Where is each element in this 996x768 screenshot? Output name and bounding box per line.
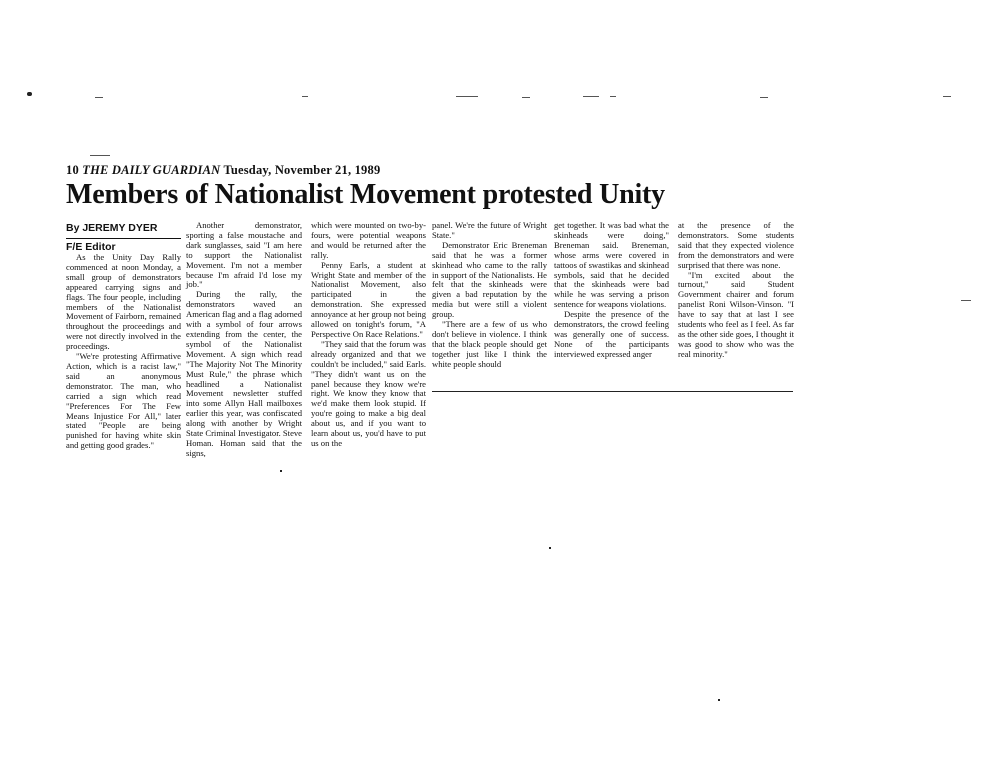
scan-mark <box>943 96 951 97</box>
byline-author: By JEREMY DYER <box>66 222 158 234</box>
article-paragraph: panel. We're the future of Wright State." <box>432 220 547 240</box>
article-column-6 <box>678 221 794 360</box>
article-paragraph: at the presence of the demonstrators. Some students said that they expected violence from the demonstrators and were surprised that there was none. <box>678 220 794 270</box>
article-paragraph: During the rally, the demonstrators waved an American flag and a flag adorned with a symbol of four arrows extending from the center, the symbol of the Nationalist Movement. A sign which read "The Majority Not The Minority Must Rule," the phrase which headlined a Nationalist Movement newsletter stuffed into some Allyn Hall mailboxes earlier this year, was confiscated along with another by Wright State Criminal Investigator. Steve Homan. Homan said that the signs, <box>186 289 302 458</box>
article-paragraph: "We're protesting Affirmative Action, which is a racist law," said an anonymous demonstrator. The man, who carried a sign which read "Preferences For The Few Means Injustice For All," later stated "People are being punished for having white skin and getting good grades." <box>66 351 181 451</box>
byline-rule <box>66 238 181 239</box>
article-paragraph: Penny Earls, a student at Wright State and member of the Nationalist Movement, also participated in the demonstration. She expressed annoyance at her group not being allowed on tonight's forum, "A Perspective On Race Relations." <box>311 259 426 339</box>
article-column-4 <box>432 221 547 370</box>
scan-speck <box>280 470 282 472</box>
scan-mark <box>456 96 478 97</box>
article-column-1 <box>66 253 181 451</box>
article-paragraph: As the Unity Day Rally commenced at noon Monday, a small group of demonstrators appeared carrying signs and flags. The four people, including members of the Nationalist Movement of Fairborn, remained throughout the proceedings and were not directly involved in the proceedings. <box>66 252 181 352</box>
article-paragraph: Despite the presence of the demonstrators, the crowd feeling was generally one of success. None of the participants interviewed expressed anger <box>554 309 669 359</box>
scan-mark <box>95 97 103 98</box>
scan-mark <box>583 96 599 97</box>
article-paragraph: get together. It was bad what the skinheads were doing," Breneman said. Breneman, whose arms were covered in tattoos of swastikas and skinhead symbols, said that he decided that the skinheads were bad while he was serving a prison sentence for weapons violations. <box>554 220 669 310</box>
article-column-2 <box>186 221 302 459</box>
scan-mark <box>302 96 308 97</box>
scan-mark <box>522 97 530 98</box>
scan-mark <box>610 96 616 97</box>
article-column-3 <box>311 221 426 449</box>
article-headline: Members of Nationalist Movement protested Unity <box>66 179 665 210</box>
scan-mark <box>961 300 971 301</box>
article-paragraph: which were mounted on two-by-fours, were potential weapons and would be returned after the rally. <box>311 220 426 260</box>
article-paragraph: "I'm excited about the turnout," said Student Government chairer and forum panelist Roni Wilson-Vinson. "I have to say that at last I see students who feel as I feel. As far as the other side goes, I thought it was good to show who was the real minority." <box>678 269 794 359</box>
article-paragraph: "There are a few of us who don't believe in violence. I think that the black people should get together just like I think the white people should <box>432 319 547 369</box>
byline-title: F/E Editor <box>66 241 116 253</box>
scan-speck <box>549 547 551 549</box>
scan-speck <box>27 92 32 96</box>
article-paragraph: Demonstrator Eric Breneman said that he was a former skinhead who came to the rally in support of the Nationalists. He felt that the skinheads were given a bad reputation by the media but were still a violent group. <box>432 239 547 320</box>
scan-mark <box>760 97 768 98</box>
article-end-rule <box>432 391 793 392</box>
byline <box>66 222 181 254</box>
article-paragraph: "They said that the forum was already organized and that we couldn't be included," said Earls. "They didn't want us on the panel because they know we're right. We know they know that we'd make them look stupid. If you're going to make a big deal about us, and if you want to learn about us, you'd have to put us on the <box>311 338 426 448</box>
article-column-5 <box>554 221 669 360</box>
article-paragraph: Another demonstrator, sporting a false moustache and dark sunglasses, said "I am here to support the Nationalist Movement. I'm not a member because I'm afraid I'd lose my job." <box>186 220 302 290</box>
page-number: 10 <box>66 163 79 177</box>
scan-mark <box>90 155 110 156</box>
publication-name: THE DAILY GUARDIAN <box>82 163 221 177</box>
issue-date: Tuesday, November 21, 1989 <box>223 163 381 177</box>
scan-speck <box>718 699 720 701</box>
folio-line <box>66 163 380 178</box>
